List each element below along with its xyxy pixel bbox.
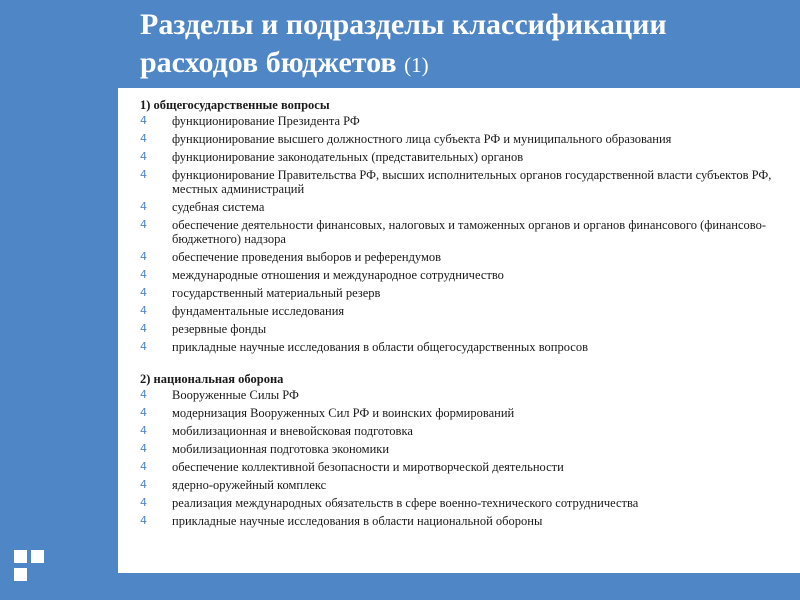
list-item-text: реализация международных обязательств в сфере военно-технического сотрудничества xyxy=(172,496,639,510)
bullet-icon: 4 xyxy=(140,268,147,281)
list-item-text: ядерно-оружейный комплекс xyxy=(172,478,327,492)
decorative-squares-icon xyxy=(14,550,48,586)
list-item xyxy=(140,268,780,282)
bullet-icon: 4 xyxy=(140,460,147,473)
square-icon xyxy=(14,568,27,581)
bullet-icon: 4 xyxy=(140,514,147,527)
list-item xyxy=(140,168,780,196)
slide-title-main: Разделы и подразделы классификации расходов бюджетов xyxy=(140,8,667,79)
bullet-icon: 4 xyxy=(140,150,147,163)
list-item-text: прикладные научные исследования в области общегосударственных вопросов xyxy=(172,340,588,354)
bullet-icon: 4 xyxy=(140,218,147,231)
list-item xyxy=(140,340,780,354)
bullet-icon: 4 xyxy=(140,478,147,491)
list-item-text: государственный материальный резерв xyxy=(172,286,381,300)
list-item xyxy=(140,218,780,246)
bullet-icon: 4 xyxy=(140,322,147,335)
list-item xyxy=(140,132,780,146)
bullet-icon: 4 xyxy=(140,200,147,213)
list-item-text: функционирование Правительства РФ, высших исполнительных органов государственной власти субъектов РФ, местных администраций xyxy=(172,168,772,196)
list-item xyxy=(140,322,780,336)
list-item-text: международные отношения и международное сотрудничество xyxy=(172,268,504,282)
list-item-text: Вооруженные Силы РФ xyxy=(172,388,299,402)
list-item xyxy=(140,496,780,510)
list-item xyxy=(140,150,780,164)
list-item-text: резервные фонды xyxy=(172,322,267,336)
list-item xyxy=(140,442,780,456)
list-item xyxy=(140,388,780,402)
title-divider xyxy=(118,88,800,91)
bullet-icon: 4 xyxy=(140,132,147,145)
section-list-defense xyxy=(140,388,780,528)
list-item-text: судебная система xyxy=(172,200,265,214)
list-item xyxy=(140,286,780,300)
bullet-icon: 4 xyxy=(140,114,147,127)
list-item xyxy=(140,460,780,474)
list-item-text: функционирование законодательных (представительных) органов xyxy=(172,150,524,164)
list-item-text: фундаментальные исследования xyxy=(172,304,345,318)
list-item xyxy=(140,200,780,214)
list-item xyxy=(140,514,780,528)
list-item xyxy=(140,478,780,492)
list-item-text: обеспечение коллективной безопасности и миротворческой деятельности xyxy=(172,460,564,474)
list-item-text: обеспечение деятельности финансовых, налоговых и таможенных органов и органов финансового (финансово-бюджетного) надзора xyxy=(172,218,767,246)
bullet-icon: 4 xyxy=(140,496,147,509)
square-icon xyxy=(31,550,44,563)
section-heading-defense: 2) национальная оборона xyxy=(140,372,284,386)
bullet-icon: 4 xyxy=(140,304,147,317)
left-sidebar-band xyxy=(0,0,118,600)
list-item xyxy=(140,406,780,420)
list-item-text: прикладные научные исследования в области национальной обороны xyxy=(172,514,543,528)
bullet-icon: 4 xyxy=(140,250,147,263)
bullet-icon: 4 xyxy=(140,388,147,401)
section-list-general xyxy=(140,114,780,354)
list-item xyxy=(140,424,780,438)
bullet-icon: 4 xyxy=(140,424,147,437)
footer-band xyxy=(118,573,800,600)
slide-title-suffix: (1) xyxy=(404,53,429,77)
list-item-text: мобилизационная и вневойсковая подготовка xyxy=(172,424,413,438)
list-item-text: функционирование высшего должностного лица субъекта РФ и муниципального образования xyxy=(172,132,672,146)
list-item-text: модернизация Вооруженных Сил РФ и воинских формирований xyxy=(172,406,515,420)
list-item-text: мобилизационная подготовка экономики xyxy=(172,442,390,456)
bullet-icon: 4 xyxy=(140,340,147,353)
bullet-icon: 4 xyxy=(140,286,147,299)
list-item xyxy=(140,114,780,128)
list-item xyxy=(140,250,780,264)
list-item-text: функционирование Президента РФ xyxy=(172,114,360,128)
square-icon xyxy=(14,550,27,563)
list-item-text: обеспечение проведения выборов и референдумов xyxy=(172,250,442,264)
slide-content xyxy=(140,96,780,532)
bullet-icon: 4 xyxy=(140,168,147,181)
slide-title xyxy=(140,6,790,84)
bullet-icon: 4 xyxy=(140,406,147,419)
bullet-icon: 4 xyxy=(140,442,147,455)
section-heading-general: 1) общегосударственные вопросы xyxy=(140,98,330,112)
list-item xyxy=(140,304,780,318)
